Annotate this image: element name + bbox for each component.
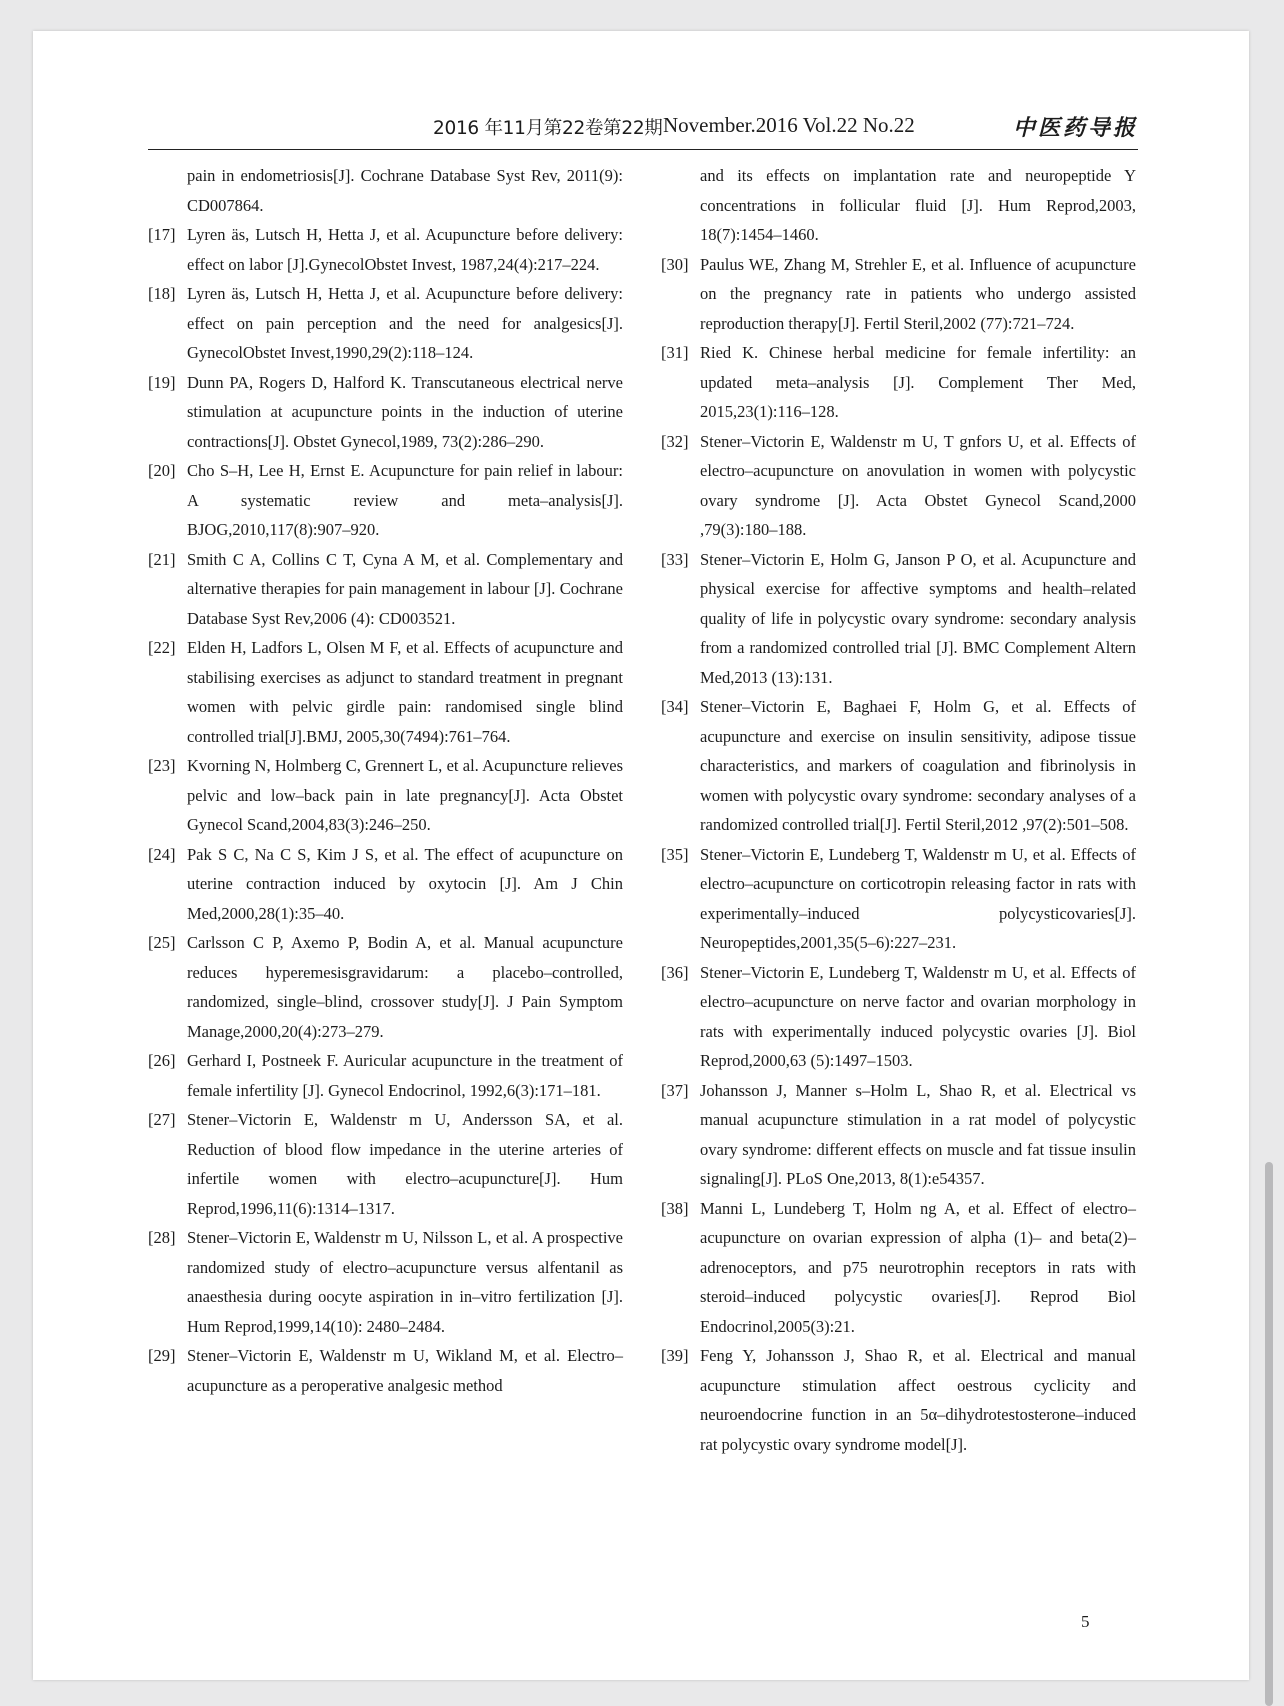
reference-entry [661, 545, 1136, 693]
reference-number: [39] [661, 1346, 689, 1365]
reference-text: Stener–Victorin E, Baghaei F, Holm G, et al. Effects of acupuncture and exercise on insulin sensitivity, adipose tissue characteristics, and markers of coagulation and fibrinolysis in women with polycystic ovary syndrome: secondary analyses of a randomized controlled trial[J]. Fertil Steril,2012 ,97(2):501–508. [700, 697, 1136, 834]
reference-text: Cho S–H, Lee H, Ernst E. Acupuncture for pain relief in labour: A systematic review and meta–analysis[J]. BJOG,2010,117(8):907–920. [187, 461, 623, 539]
reference-entry [148, 161, 623, 220]
reference-number: [17] [148, 225, 176, 244]
reference-text: Stener–Victorin E, Waldenstr m U, Andersson SA, et al. Reduction of blood flow impedance in the uterine arteries of infertile women with electro–acupuncture[J]. Hum Reprod,1996,11(6):1314–1317. [187, 1110, 623, 1218]
reference-text: Lyren äs, Lutsch H, Hetta J, et al. Acupuncture before delivery: effect on pain perception and the need for analgesics[J]. GynecolObstet Invest,1990,29(2):118–124. [187, 284, 623, 362]
reference-entry [148, 633, 623, 751]
header-issue-cn: 2016 年11月第22卷第22期 [433, 118, 663, 139]
reference-text: Smith C A, Collins C T, Cyna A M, et al. Complementary and alternative therapies for pain management in labour [J]. Cochrane Database Syst Rev,2006 (4): CD003521. [187, 549, 623, 628]
reference-entry [661, 338, 1136, 427]
reference-number: [26] [148, 1051, 176, 1070]
reference-entry [661, 692, 1136, 840]
document-page [33, 31, 1249, 1680]
reference-number: [24] [148, 844, 176, 864]
reference-entry [148, 1046, 623, 1105]
reference-entry [148, 1105, 623, 1223]
reference-number: [18] [148, 284, 176, 303]
reference-number: [27] [148, 1110, 176, 1129]
reference-number: [30] [661, 254, 689, 274]
reference-text: Feng Y, Johansson J, Shao R, et al. Electrical and manual acupuncture stimulation affect oestrous cyclicity and neuroendocrine function in an 5α–dihydrotestosterone–induced rat polycystic ovary syndrome model[J]. [700, 1346, 1136, 1454]
reference-entry [661, 1076, 1136, 1194]
reference-entry [661, 1341, 1136, 1459]
reference-text: Johansson J, Manner s–Holm L, Shao R, et al. Electrical vs manual acupuncture stimulation in a rat model of polycystic ovary syndrome: different effects on muscle and fat tissue insulin signaling[J]. PLoS One,2013, 8(1):e54357. [700, 1080, 1136, 1188]
reference-number: [23] [148, 756, 176, 775]
reference-number: [34] [661, 697, 689, 716]
reference-entry [661, 958, 1136, 1076]
reference-text: Pak S C, Na C S, Kim J S, et al. The effect of acupuncture on uterine contraction induced by oxytocin [J]. Am J Chin Med,2000,28(1):35–40. [187, 844, 623, 923]
reference-number: [37] [661, 1080, 689, 1100]
reference-text: Elden H, Ladfors L, Olsen M F, et al. Effects of acupuncture and stabilising exercises as adjunct to standard treatment in pregnant women with pelvic girdle pain: randomised single blind controlled trial[J].BMJ, 2005,30(7494):761–764. [187, 638, 623, 746]
reference-number: [38] [661, 1198, 689, 1218]
reference-number: [19] [148, 372, 176, 392]
reference-text: Stener–Victorin E, Holm G, Janson P O, et al. Acupuncture and physical exercise for affective symptoms and health–related quality of life in polycystic ovary syndrome: secondary analysis from a randomized controlled trial [J]. BMC Complement Altern Med,2013 (13):131. [700, 549, 1136, 687]
reference-text: Stener–Victorin E, Lundeberg T, Waldenstr m U, et al. Effects of electro–acupuncture on corticotropin releasing factor in rats with experimentally–induced polycysticovaries[J]. Neuropeptides,2001,35(5–6):227–231. [700, 844, 1136, 952]
header-issue-en: November.2016 Vol.22 No.22 [663, 113, 915, 137]
reference-entry [661, 840, 1136, 958]
reference-text: Lyren äs, Lutsch H, Hetta J, et al. Acupuncture before delivery: effect on labor [J].GynecolObstet Invest, 1987,24(4):217–224. [187, 225, 623, 274]
reference-text: pain in endometriosis[J]. Cochrane Database Syst Rev, 2011(9): CD007864. [187, 166, 623, 215]
reference-text: Paulus WE, Zhang M, Strehler E, et al. Influence of acupuncture on the pregnancy rate in patients who undergo assisted reproduction therapy[J]. Fertil Steril,2002 (77):721–724. [700, 254, 1136, 333]
reference-entry [148, 368, 623, 457]
reference-entry [148, 1223, 623, 1341]
reference-number: [33] [661, 549, 689, 569]
page-number: 5 [1081, 1612, 1090, 1631]
vertical-scrollbar[interactable] [1265, 1162, 1273, 1706]
reference-entry [661, 250, 1136, 339]
reference-entry [148, 545, 623, 634]
reference-text: Ried K. Chinese herbal medicine for female infertility: an updated meta–analysis [J]. Complement Ther Med, 2015,23(1):116–128. [700, 343, 1136, 421]
reference-number: [22] [148, 638, 176, 657]
reference-entry [148, 928, 623, 1046]
reference-text: Carlsson C P, Axemo P, Bodin A, et al. Manual acupuncture reduces hyperemesisgravidarum: a placebo–controlled, randomized, single–blind, crossover study[J]. J Pain Symptom Manage,2000,20(4):273–279. [187, 933, 623, 1041]
reference-number: [36] [661, 962, 689, 982]
reference-text: Stener–Victorin E, Waldenstr m U, Wikland M, et al. Electro–acupuncture as a peroperative analgesic method [187, 1346, 623, 1395]
reference-number: [21] [148, 549, 176, 569]
reference-text: and its effects on implantation rate and neuropeptide Y concentrations in follicular fluid [J]. Hum Reprod,2003, 18(7):1454–1460. [700, 166, 1136, 244]
reference-number: [29] [148, 1346, 176, 1365]
reference-number: [32] [661, 431, 689, 451]
reference-text: Manni L, Lundeberg T, Holm ng A, et al. Effect of electro–acupuncture on ovarian expression of alpha (1)– and beta(2)–adrenoceptors, and p75 neurotrophin receptors in rats with steroid–induced polycystic ovaries[J]. Reprod Biol Endocrinol,2005(3):21. [700, 1198, 1136, 1336]
reference-number: [20] [148, 461, 176, 480]
reference-column-right [661, 161, 1136, 1459]
reference-text: Stener–Victorin E, Waldenstr m U, Nilsson L, et al. A prospective randomized study of electro–acupuncture versus alfentanil as anaesthesia during oocyte aspiration in in–vitro fertilization [J]. Hum Reprod,1999,14(10): 2480–2484. [187, 1228, 623, 1336]
reference-entry [661, 427, 1136, 545]
reference-entry [148, 751, 623, 840]
reference-text: Stener–Victorin E, Waldenstr m U, T gnfors U, et al. Effects of electro–acupuncture on anovulation in women with polycystic ovary syndrome [J]. Acta Obstet Gynecol Scand,2000 ,79(3):180–188. [700, 431, 1136, 539]
reference-number: [31] [661, 343, 689, 362]
reference-number: [35] [661, 844, 689, 864]
reference-entry [148, 456, 623, 545]
reference-entry [148, 220, 623, 279]
reference-text: Kvorning N, Holmberg C, Grennert L, et al. Acupuncture relieves pelvic and low–back pain in late pregnancy[J]. Acta Obstet Gynecol Scand,2004,83(3):246–250. [187, 756, 623, 834]
reference-text: Dunn PA, Rogers D, Halford K. Transcutaneous electrical nerve stimulation at acupuncture points in the induction of uterine contractions[J]. Obstet Gynecol,1989, 73(2):286–290. [187, 372, 623, 451]
reference-number: [25] [148, 933, 176, 952]
reference-entry [148, 840, 623, 929]
running-header [148, 109, 1138, 150]
journal-logo: 中医药导报 [1012, 115, 1138, 141]
reference-entry [148, 279, 623, 368]
reference-entry [661, 161, 1136, 250]
reference-entry [661, 1194, 1136, 1342]
reference-column-left [148, 161, 623, 1400]
reference-text: Gerhard I, Postneek F. Auricular acupuncture in the treatment of female infertility [J]. Gynecol Endocrinol, 1992,6(3):171–181. [187, 1051, 623, 1100]
reference-text: Stener–Victorin E, Lundeberg T, Waldenstr m U, et al. Effects of electro–acupuncture on nerve factor and ovarian morphology in rats with experimentally induced polycystic ovaries [J]. Biol Reprod,2000,63 (5):1497–1503. [700, 962, 1136, 1070]
reference-number: [28] [148, 1228, 176, 1247]
reference-entry [148, 1341, 623, 1400]
